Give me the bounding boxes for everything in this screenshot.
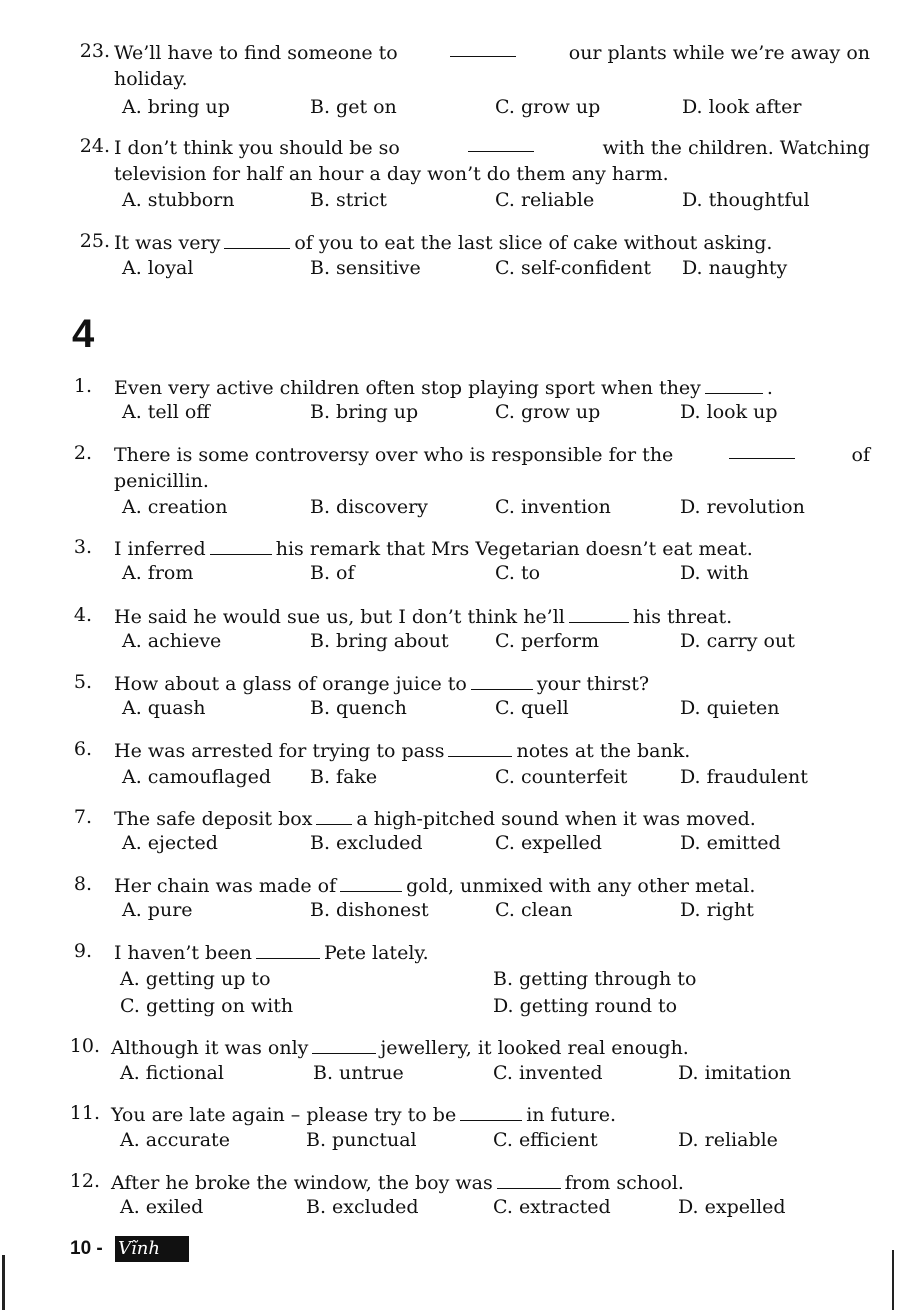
answer-blank: [340, 875, 402, 892]
option-d[interactable]: D. expelled: [678, 1196, 786, 1218]
stem-text-after: his remark that Mrs Vegetarian doesn’t eat meat.: [275, 538, 753, 560]
question-number: 8.: [73, 873, 92, 895]
stem-text-before: I haven’t been: [114, 942, 252, 964]
stem-text-after: of you to eat the last slice of cake without asking.: [294, 232, 773, 254]
question-stem: [111, 1102, 867, 1128]
question-number: 9.: [73, 940, 92, 962]
option-d[interactable]: D. right: [680, 899, 754, 921]
option-d[interactable]: D. thoughtful: [682, 189, 810, 211]
option-b[interactable]: B. punctual: [306, 1129, 417, 1151]
answer-blank: [312, 1037, 376, 1054]
question-stem: [114, 806, 870, 832]
option-d[interactable]: D. imitation: [678, 1062, 792, 1084]
stem-text-before: I don’t think you should be so: [114, 137, 400, 159]
question-stem: [114, 442, 870, 494]
option-b[interactable]: B. excluded: [306, 1196, 419, 1218]
stem-text-after: with the children. Watching: [602, 137, 870, 159]
stem-text-after: our plants while we’re away on: [568, 42, 870, 64]
stem-text-line2: holiday.: [114, 68, 188, 90]
stem-text-after: from school.: [564, 1172, 684, 1194]
option-d[interactable]: D. fraudulent: [680, 766, 808, 788]
stem-text-after: jewellery, it looked real enough.: [380, 1037, 689, 1059]
stem-text-after: your thirst?: [536, 673, 650, 695]
answer-blank: [316, 808, 352, 825]
stem-text-after: notes at the bank.: [516, 740, 691, 762]
stem-text-after: a high-pitched sound when it was moved.: [356, 808, 756, 830]
option-b[interactable]: B. sensitive: [310, 257, 421, 279]
stem-text-before: After he broke the window, the boy was: [111, 1172, 493, 1194]
option-c[interactable]: C. invented: [493, 1062, 603, 1084]
stem-text-before: You are late again – please try to be: [111, 1104, 457, 1126]
question-number: 11.: [69, 1102, 100, 1124]
option-a[interactable]: A. stubborn: [122, 189, 235, 211]
answer-blank: [468, 135, 534, 152]
stem-text-after: .: [766, 377, 773, 399]
question-number: 12.: [69, 1170, 100, 1192]
page-number: 10 -: [70, 1238, 103, 1259]
option-a[interactable]: A. tell off: [122, 401, 210, 423]
option-b[interactable]: B. fake: [310, 766, 378, 788]
option-a[interactable]: A. creation: [122, 496, 228, 518]
question-stem: [111, 1035, 867, 1061]
stem-text-before: There is some controversy over who is responsible for the: [114, 444, 674, 466]
option-b[interactable]: B. get on: [310, 96, 397, 118]
option-d[interactable]: D. reliable: [678, 1129, 778, 1151]
option-d[interactable]: D. quieten: [680, 697, 780, 719]
option-a[interactable]: A. pure: [122, 899, 193, 921]
question-stem: [114, 135, 870, 187]
option-a[interactable]: A. fictional: [120, 1062, 224, 1084]
option-c[interactable]: C. invention: [495, 496, 611, 518]
option-b[interactable]: B. bring up: [310, 401, 419, 423]
question-number: 1.: [73, 375, 92, 397]
option-d[interactable]: D. getting round to: [493, 995, 678, 1017]
question-stem: [111, 1170, 867, 1196]
option-a[interactable]: A. bring up: [122, 96, 230, 118]
option-a[interactable]: A. accurate: [120, 1129, 230, 1151]
question-stem: [114, 940, 870, 966]
option-b[interactable]: B. quench: [310, 697, 407, 719]
question-number: 5.: [73, 671, 92, 693]
question-stem: [114, 873, 870, 899]
answer-blank: [705, 377, 763, 394]
question-number: 2.: [73, 442, 92, 464]
option-c[interactable]: C. to: [495, 562, 541, 584]
option-c[interactable]: C. getting on with: [120, 995, 294, 1017]
stem-text-after: gold, unmixed with any other metal.: [406, 875, 756, 897]
question-stem: [114, 738, 870, 764]
stem-text-before: He said he would sue us, but I don’t think he’ll: [114, 606, 565, 628]
option-d[interactable]: D. carry out: [680, 630, 795, 652]
option-c[interactable]: C. reliable: [495, 189, 595, 211]
option-c[interactable]: C. grow up: [495, 96, 601, 118]
answer-blank: [448, 740, 512, 757]
stem-text-before: Her chain was made of: [114, 875, 337, 897]
option-b[interactable]: B. excluded: [310, 832, 423, 854]
option-c[interactable]: C. extracted: [493, 1196, 611, 1218]
stem-text-after: in future.: [526, 1104, 617, 1126]
question-number: 4.: [73, 604, 92, 626]
stem-text-line2: television for half an hour a day won’t do them any harm.: [114, 163, 669, 185]
option-d[interactable]: D. revolution: [680, 496, 805, 518]
stem-text-after: his threat.: [632, 606, 733, 628]
option-c[interactable]: C. expelled: [495, 832, 602, 854]
option-c[interactable]: C. clean: [495, 899, 573, 921]
question-number: 6.: [73, 738, 92, 760]
stem-text-before: It was very: [114, 232, 221, 254]
question-number: 23.: [79, 40, 110, 62]
stem-text-before: The safe deposit box: [114, 808, 313, 830]
answer-blank: [471, 673, 533, 690]
question-stem: [114, 671, 870, 697]
question-number: 10.: [69, 1035, 100, 1057]
option-d[interactable]: D. look up: [680, 401, 778, 423]
question-stem: [114, 536, 870, 562]
answer-blank: [729, 442, 795, 459]
option-d[interactable]: D. naughty: [682, 257, 788, 279]
option-c[interactable]: C. counterfeit: [495, 766, 628, 788]
option-a[interactable]: A. quash: [122, 697, 206, 719]
option-b[interactable]: B. discovery: [310, 496, 428, 518]
question-stem: [114, 375, 870, 401]
option-b[interactable]: B. dishonest: [310, 899, 429, 921]
option-b[interactable]: B. bring about: [310, 630, 449, 652]
stem-text-before: I inferred: [114, 538, 206, 560]
option-c[interactable]: C. self-confident: [495, 257, 652, 279]
option-b[interactable]: B. getting through to: [493, 968, 697, 990]
option-a[interactable]: A. loyal: [122, 257, 194, 279]
answer-blank: [224, 232, 290, 249]
option-c[interactable]: C. grow up: [495, 401, 601, 423]
option-d[interactable]: D. look after: [682, 96, 802, 118]
option-b[interactable]: B. untrue: [313, 1062, 404, 1084]
answer-blank: [569, 606, 629, 623]
answer-blank: [497, 1172, 561, 1189]
option-c[interactable]: C. perform: [495, 630, 599, 652]
option-c[interactable]: C. efficient: [493, 1129, 598, 1151]
question-stem: [114, 604, 870, 630]
publisher-logo: Vĩnh Bả: [115, 1236, 189, 1262]
question-number: 25.: [79, 230, 110, 252]
answer-blank: [210, 538, 272, 555]
stem-text-before: Even very active children often stop playing sport when they: [114, 377, 701, 399]
stem-text-after: Pete lately.: [323, 942, 429, 964]
question-number: 24.: [79, 135, 110, 157]
option-d[interactable]: D. with: [680, 562, 749, 584]
option-a[interactable]: A. from: [122, 562, 194, 584]
option-a[interactable]: A. camouflaged: [122, 766, 272, 788]
stem-text-before: He was arrested for trying to pass: [114, 740, 445, 762]
option-a[interactable]: A. exiled: [120, 1196, 204, 1218]
option-c[interactable]: C. quell: [495, 697, 569, 719]
stem-text-before: We’ll have to find someone to: [114, 42, 398, 64]
option-b[interactable]: B. strict: [310, 189, 387, 211]
option-d[interactable]: D. emitted: [680, 832, 781, 854]
question-stem: [114, 230, 870, 256]
option-b[interactable]: B. of: [310, 562, 355, 584]
section-number: 4: [72, 312, 95, 356]
answer-blank: [460, 1104, 522, 1121]
stem-text-before: How about a glass of orange juice to: [114, 673, 467, 695]
question-number: 7.: [73, 806, 92, 828]
option-a[interactable]: A. ejected: [122, 832, 218, 854]
option-a[interactable]: A. getting up to: [120, 968, 271, 990]
answer-blank: [256, 942, 320, 959]
question-stem: [114, 40, 870, 92]
stem-text-before: Although it was only: [111, 1037, 309, 1059]
answer-blank: [450, 40, 516, 57]
scan-edge-right: [892, 1250, 894, 1310]
stem-text-line2: penicillin.: [114, 470, 209, 492]
option-a[interactable]: A. achieve: [122, 630, 222, 652]
stem-text-after: of: [851, 444, 870, 466]
question-number: 3.: [73, 536, 92, 558]
scan-edge-left: [2, 1255, 5, 1310]
